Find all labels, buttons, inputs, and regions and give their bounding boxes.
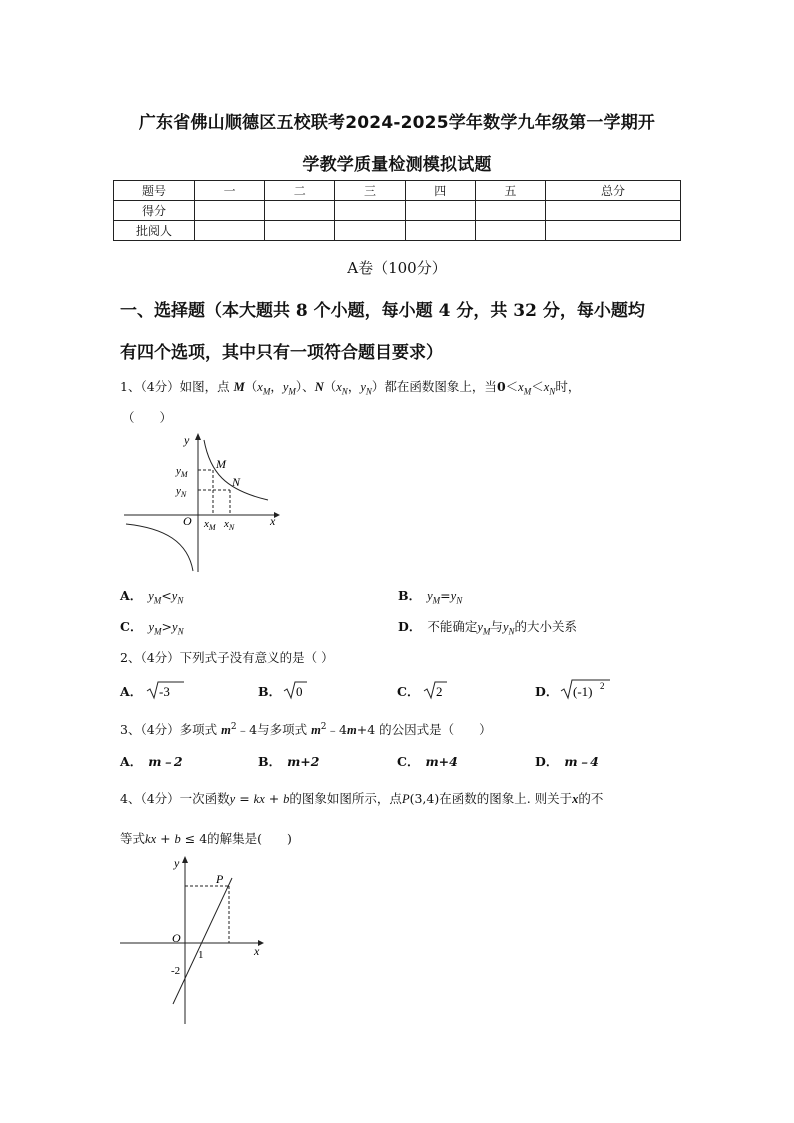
q4-text: 的解集是( ) <box>207 831 292 846</box>
score-cell[interactable] <box>546 201 681 221</box>
origin-label: O <box>172 931 181 945</box>
question-1-text: 1、（4分）如图，点 $M(x_M$，$y_M$）、$N(x_N$，$y_N$）都在函数图象上，当$0<x_M<x_N$时， <box>120 379 581 397</box>
option-label: D． <box>398 619 422 634</box>
score-header-cell: 题号 <box>114 181 195 201</box>
option-label: C． <box>397 754 420 769</box>
p-label: P <box>216 872 224 886</box>
q1-option-d[interactable]: D． 不能确定$y_M$与$y_N$的大小关系 <box>398 619 578 637</box>
score-header-cell: 五 <box>475 181 545 201</box>
n-label: N <box>232 475 241 489</box>
sqrt-neg3 <box>146 679 186 701</box>
score-header-cell: 四 <box>405 181 475 201</box>
q4-text: 等式 <box>120 831 146 846</box>
q1-option-c[interactable]: C． $y_M>y_N$ <box>120 619 184 637</box>
score-header-cell: 总分 <box>546 181 681 201</box>
option-d-text: 的大小关系 <box>514 619 578 634</box>
score-cell[interactable] <box>335 221 405 241</box>
score-cell[interactable] <box>546 221 681 241</box>
radicand: 0 <box>296 684 303 699</box>
score-cell[interactable] <box>335 201 405 221</box>
xn-label: $x_N$ <box>224 518 235 532</box>
q1-end: 时， <box>555 379 581 394</box>
score-header-cell: 一 <box>195 181 265 201</box>
option-label: A． <box>120 754 143 769</box>
score-cell[interactable] <box>405 221 475 241</box>
option-label: B． <box>258 754 282 769</box>
q1-graph <box>120 432 280 574</box>
score-cell[interactable] <box>405 201 475 221</box>
score-cell[interactable] <box>195 221 265 241</box>
y-label: y <box>174 856 180 870</box>
tick-neg2-label: -2 <box>171 965 181 977</box>
section-one-heading: 一、选择题（本大题共 8 个小题，每小题 4 分，共 32 分，每小题均 <box>120 301 645 321</box>
score-cell[interactable] <box>265 221 335 241</box>
score-table-row <box>114 201 681 221</box>
sqrt-neg1-squared <box>560 677 612 701</box>
score-table-header-row <box>114 181 681 201</box>
q3-option-c[interactable] <box>397 752 458 770</box>
sqrt-2 <box>423 679 449 701</box>
y-axis-arrow <box>182 856 188 863</box>
line-graph <box>173 878 232 1004</box>
title-line-1: 广东省佛山顺德区五校联考2024-2025学年数学九年级第一学期开 <box>138 113 656 133</box>
option-text: m+2 <box>287 754 320 769</box>
y-axis-arrow <box>195 433 201 440</box>
q4-text: 在函数的图象上. 则关于 <box>439 791 573 806</box>
q1-prefix: 1、（4分）如图，点 <box>120 379 230 394</box>
q3-option-d[interactable] <box>535 752 599 770</box>
q4-text: 4、（4分）一次函数 <box>120 791 230 806</box>
question-4-text-cont: 等式kx + b ≤ 4的解集是( ) <box>120 831 292 846</box>
option-text: m+4 <box>425 754 458 769</box>
option-label: A． <box>120 684 143 699</box>
radicand: 2 <box>436 684 443 699</box>
q3-text: 与多项式 <box>257 722 308 737</box>
score-header-cell: 三 <box>335 181 405 201</box>
m-label: M <box>216 457 226 471</box>
radicand: -3 <box>159 684 170 699</box>
y-label: y <box>184 433 190 447</box>
q1-answer-paren: （ ） <box>122 410 173 425</box>
score-table-row <box>114 221 681 241</box>
q1-middle: 都在函数图象上，当 <box>384 379 497 394</box>
origin-label: O <box>183 514 192 528</box>
yn-label: $y_N$ <box>176 485 187 499</box>
q4-graph <box>118 854 268 1026</box>
section-a-heading: A卷（100分） <box>347 259 447 277</box>
option-d-text: 不能确定 <box>427 619 478 634</box>
option-text: m﹣4 <box>564 754 599 769</box>
q2-option-a[interactable] <box>120 682 148 700</box>
option-label: D． <box>535 684 559 699</box>
section-one-heading-cont: 有四个选项，其中只有一项符合题目要求） <box>120 343 443 363</box>
point-m: M <box>233 380 245 394</box>
option-label: B． <box>258 684 282 699</box>
q3-option-b[interactable] <box>258 752 319 770</box>
score-cell[interactable] <box>475 221 545 241</box>
xm-label: $x_M$ <box>204 518 216 532</box>
exponent: 2 <box>600 681 605 691</box>
q2-option-c[interactable] <box>397 682 425 700</box>
q1-option-b[interactable]: B． $y_M=y_N$ <box>398 588 463 606</box>
question-2-text: 2、（4分）下列式子没有意义的是（ ） <box>120 650 334 665</box>
x-label: x <box>270 514 276 528</box>
option-label: D． <box>535 754 559 769</box>
score-row-label: 批阅人 <box>114 221 195 241</box>
x-label: x <box>254 944 260 958</box>
question-4-text: 4、（4分）一次函数y = kx + b的图象如图所示，点P(3,4)在函数的图象上. 则关于x的不 <box>120 791 604 806</box>
score-cell[interactable] <box>475 201 545 221</box>
radicand: (-1) <box>573 684 593 699</box>
score-table <box>113 180 681 241</box>
option-d-text: 与 <box>490 619 503 634</box>
sqrt-0 <box>283 679 309 701</box>
score-cell[interactable] <box>265 201 335 221</box>
option-label: B． <box>398 588 422 603</box>
option-label: C． <box>120 619 143 634</box>
score-cell[interactable] <box>195 201 265 221</box>
q3-option-a[interactable] <box>120 752 183 770</box>
score-header-cell: 二 <box>265 181 335 201</box>
q3-text: 的公因式是（ ） <box>379 722 492 737</box>
curve-branch-lower <box>126 524 193 571</box>
score-row-label: 得分 <box>114 201 195 221</box>
q1-option-a[interactable]: A． $y_M<y_N$ <box>120 588 184 606</box>
ym-label: $y_M$ <box>176 465 188 479</box>
q4-text: 的图象如图所示，点 <box>289 791 402 806</box>
option-text: m﹣2 <box>148 754 183 769</box>
option-label: C． <box>397 684 420 699</box>
title-line-2: 学教学质量检测模拟试题 <box>302 155 492 175</box>
question-3-text: 3、（4分）多项式 $m^2﹣4$与多项式 $m^2﹣4m+4$ 的公因式是（ ） <box>120 721 492 737</box>
q3-text: 3、（4分）多项式 <box>120 722 218 737</box>
q4-text: 的不 <box>578 791 604 806</box>
tick-1-label: 1 <box>198 949 204 961</box>
curve-branch-upper <box>204 440 268 500</box>
option-label: A． <box>120 588 143 603</box>
